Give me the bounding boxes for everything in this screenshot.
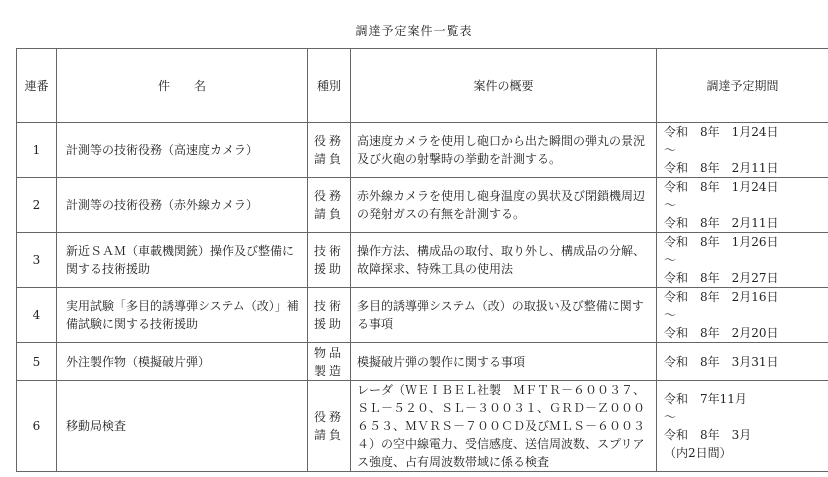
row-period [657,288,828,343]
row-type-line1: 役務 [313,134,344,148]
period-tilde: ～ [664,308,677,322]
period-start: 令和 8年 1月24日 [664,180,779,194]
row-summary: 操作方法、構成品の取付、取り外し、構成品の分解、故障探求、特殊工具の使用法 [351,233,657,288]
row-type-line2: 請負 [313,207,344,221]
period-note: （内2日間） [664,446,732,460]
row-type-line2: 援助 [313,262,344,276]
table-row [17,343,828,381]
period-tilde: ～ [664,198,677,212]
row-summary: 多目的誘導弾システム（改）の取扱い及び整備に関する事項 [351,288,657,343]
period-start: 令和 8年 2月16日 [664,290,779,304]
row-type-line1: 技術 [313,244,344,258]
row-type [308,233,351,288]
row-no: 6 [17,381,57,472]
period-end: 令和 8年 2月11日 [664,216,779,230]
period-start: 令和 7年11月 [664,392,747,406]
row-type [308,381,351,472]
row-summary: 高速度カメラを使用し砲口から出た瞬間の弾丸の景況及び火砲の射撃時の挙動を計測する。 [351,123,657,178]
period-end: 令和 8年 2月11日 [664,161,779,175]
row-name: 計測等の技術役務（赤外線カメラ） [57,178,308,233]
period-start: 令和 8年 1月24日 [664,125,779,139]
row-period [657,123,828,178]
period-tilde: ～ [664,410,677,424]
document-title: 調達予定案件一覧表 [355,24,473,38]
row-type [308,123,351,178]
row-type-line2: 請負 [313,428,344,442]
row-period [657,178,828,233]
row-period [657,381,828,472]
period-end: 令和 8年 2月27日 [664,271,779,285]
row-summary: 模擬破片弾の製作に関する事項 [351,343,657,381]
row-no: 2 [17,178,57,233]
period-end: 令和 8年 2月20日 [664,326,779,340]
header-period: 調達予定期間 [657,49,828,123]
row-name: 計測等の技術役務（高速度カメラ） [57,123,308,178]
row-no: 5 [17,343,57,381]
row-summary: 赤外線カメラを使用し砲身温度の異状及び閉鎖機周辺の発射ガスの有無を計測する。 [351,178,657,233]
row-name: 実用試験「多目的誘導弾システム（改）」補備試験に関する技術援助 [57,288,308,343]
row-no: 3 [17,233,57,288]
row-type-line1: 技術 [313,299,344,313]
period-end: 令和 8年 3月 [664,428,752,442]
period-tilde: ～ [664,143,677,157]
row-type-line2: 製造 [313,363,344,378]
row-no: 4 [17,288,57,343]
row-type [308,343,351,381]
row-period [657,343,828,381]
procurement-table [16,48,828,472]
table-row [17,233,828,288]
row-type [308,178,351,233]
row-period [657,233,828,288]
table-row [17,178,828,233]
row-name: 移動局検査 [57,381,308,472]
period-start: 令和 8年 1月26日 [664,235,779,249]
period-tilde: ～ [664,253,677,267]
table-row [17,288,828,343]
row-type-line1: 役務 [313,410,344,424]
header-no: 連番 [17,49,57,123]
header-name: 件 名 [57,49,308,123]
table-row [17,123,828,178]
row-type-line1: 物品 [313,345,344,360]
header-summary: 案件の概要 [351,49,657,123]
row-type [308,288,351,343]
row-type-line1: 役務 [313,189,344,203]
period-start: 令和 8年 3月31日 [664,354,779,369]
header-row [17,49,828,123]
row-type-line2: 援助 [313,317,344,331]
row-no: 1 [17,123,57,178]
row-name: 新近ＳＡＭ（車載機関銃）操作及び整備に関する技術援助 [57,233,308,288]
table-row [17,381,828,472]
row-type-line2: 請負 [313,152,344,166]
header-type: 種別 [308,49,351,123]
row-name: 外注製作物（模擬破片弾） [57,343,308,381]
row-summary: レーダ（ＷＥＩＢＥＬ社製 ＭＦＴＲ－６００３７、ＳＬ－５２０、ＳＬ－３００３１、ＧＲＤ－Ｚ０００６５３、ＭＶＲＳ－７００ＣＤ及びＭＬＳ－６００３４）の空中線電力、受信感度、送信周波数、スプリアス強度、占有周波数帯域に係る検査 [351,381,657,472]
